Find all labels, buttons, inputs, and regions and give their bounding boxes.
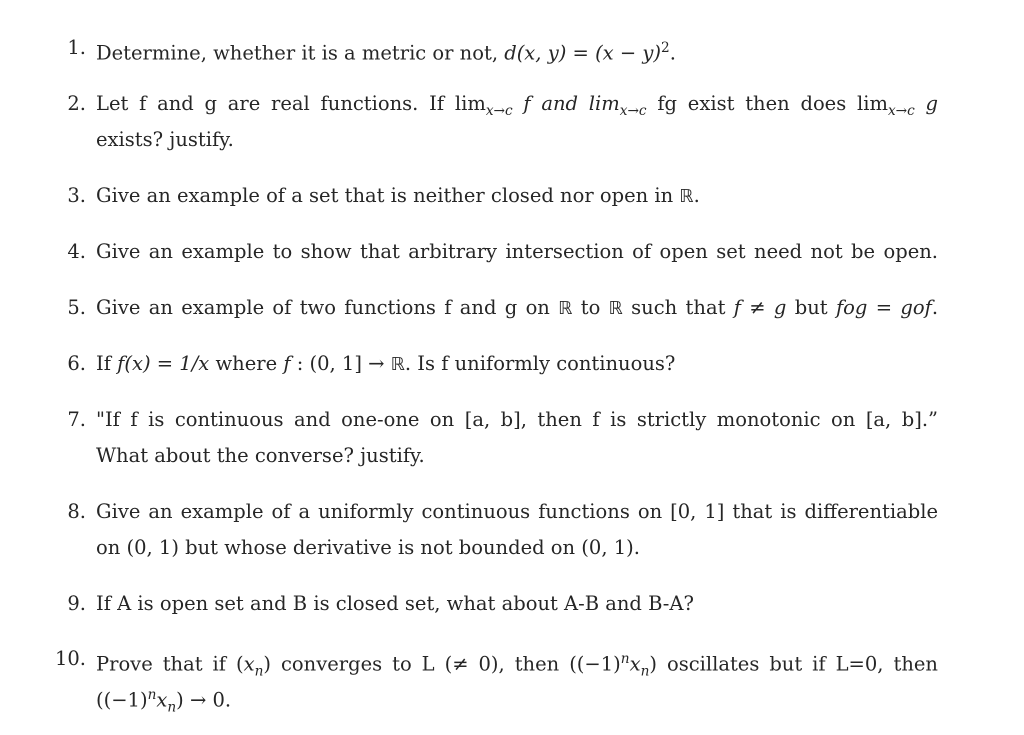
question-number: 8. <box>67 500 86 523</box>
question-text: Give an example of two functions f and g on ℝ to ℝ such that f ≠ g but fog = gof. <box>96 296 939 319</box>
question-number: 6. <box>67 352 86 375</box>
question-text-continued: What about the converse? justify. <box>96 444 425 467</box>
question-text-continued: $((-1)^nx_n) \to 0$. <box>96 687 232 716</box>
question-text: If A is open set and B is closed set, what about A-B and B-A? <box>96 592 694 615</box>
question-text: Determine, whether it is a metric or not, d(x, $y) = (x - y)^2$. <box>96 40 676 65</box>
question-text: Give an example of a uniformly continuous functions on [0, 1] that is differentiable <box>96 500 938 523</box>
question-number: 10. <box>54 647 86 670</box>
question-number: 5. <box>67 296 86 319</box>
question-text: Give an example of a set that is neither closed nor open in ℝ. <box>96 184 700 207</box>
question-text: If f(x) = 1/x where f : (0, 1] → ℝ. Is f uniformly continuous? <box>96 352 676 375</box>
question-text: Let f and g are real functions. If $\lim_{x\to c} f$ and $\lim_{x\to c}$ fg exist then does $\lim_{x\to c} g$ <box>96 92 938 119</box>
question-text: "If f is continuous and one-one on [a, b], then f is strictly monotonic on [a, b].” <box>96 408 938 431</box>
question-number: 4. <box>67 240 86 263</box>
question-text-continued: on (0, 1) but whose derivative is not bounded on (0, 1). <box>96 536 640 559</box>
question-number: 1. <box>67 36 86 59</box>
question-number: 9. <box>67 592 86 615</box>
question-number: 2. <box>67 92 86 115</box>
question-number: 7. <box>67 408 86 431</box>
question-text: Prove that if $(x_n)$ converges to L (≠ 0), then $((-1)^nx_n)$ oscillates but if L=0, then <box>96 651 938 680</box>
question-number: 3. <box>67 184 86 207</box>
question-text: Give an example to show that arbitrary intersection of open set need not be open. <box>96 240 938 263</box>
question-text-continued: exists? justify. <box>96 128 234 151</box>
